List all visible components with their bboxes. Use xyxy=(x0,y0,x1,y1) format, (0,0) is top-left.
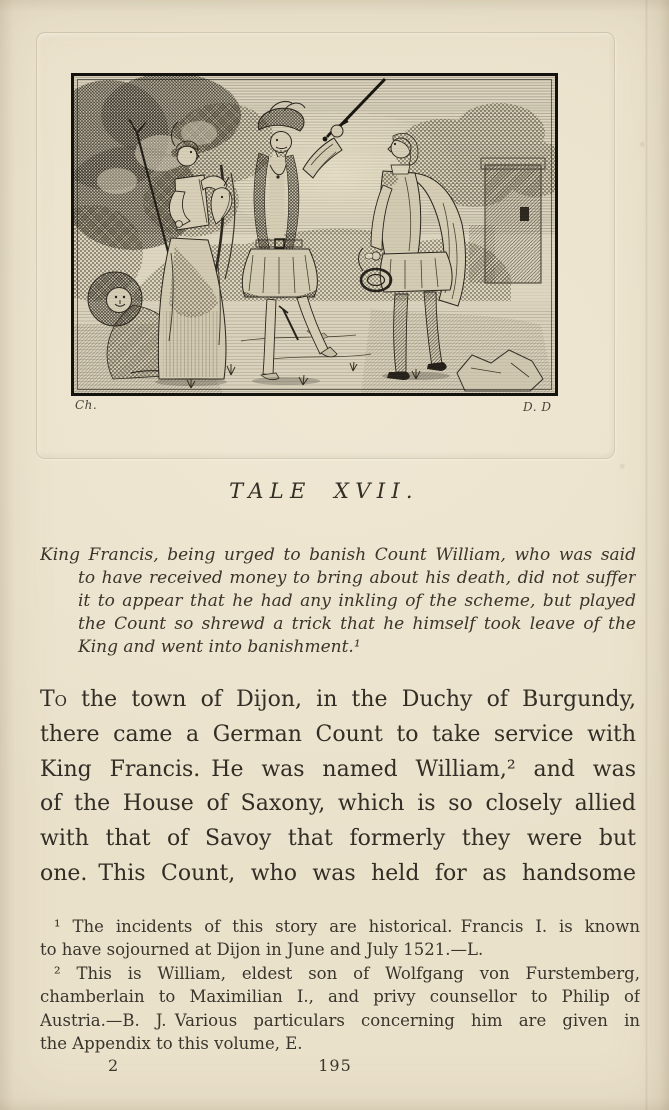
argument-line: King and went into banishment.¹ xyxy=(78,637,361,657)
page-edge-crease xyxy=(645,0,648,1110)
footnote-2-line: Austria.—B. J. Various particulars concerning him are given in xyxy=(40,1010,640,1030)
footnote-1-line: ¹ The incidents of this story are historical. Francis I. is known xyxy=(54,917,640,936)
tale-argument xyxy=(40,544,636,659)
body-line: of the House of Saxony, which is so closely allied xyxy=(40,791,636,817)
tale-heading: TALE XVII. xyxy=(229,479,419,503)
tale-illustration xyxy=(71,73,558,396)
gathering-signature: 2 xyxy=(108,1056,119,1075)
argument-line: the Count so shrewd a trick that he himself took leave of the xyxy=(78,614,636,634)
body-paragraph xyxy=(40,683,636,892)
footnote-1-line: to have sojourned at Dijon in June and July 1521.—L. xyxy=(40,940,484,960)
engraver-signature-right: D. D xyxy=(523,400,552,414)
footnotes xyxy=(40,915,640,1055)
footnote-2-line: chamberlain to Maximilian I., and privy counsellor to Philip of xyxy=(40,987,640,1007)
argument-line: to have received money to bring about his death, did not suffer xyxy=(78,568,636,588)
lead-word: To xyxy=(40,687,67,712)
argument-line: it to appear that he had any inkling of the scheme, but played xyxy=(78,591,636,611)
body-line: with that of Savoy that formerly they were but xyxy=(40,826,636,852)
footnote-2-line: the Appendix to this volume, E. xyxy=(40,1033,303,1053)
body-line-text: the town of Dijon, in the Duchy of Burgundy, xyxy=(81,687,636,712)
body-line: there came a German Count to take service with xyxy=(40,721,636,747)
plate-tone xyxy=(74,76,555,393)
body-line xyxy=(40,683,636,718)
page-number: 195 xyxy=(318,1056,352,1075)
argument-line: King Francis, being urged to banish Count William, who was said xyxy=(40,545,636,565)
body-line: one. This Count, who was held for as handsome xyxy=(40,860,636,886)
artist-signature-left: Ch. xyxy=(75,398,98,412)
body-line: King Francis. He was named William,² and was xyxy=(40,756,636,782)
footnote-2-line: ² This is William, eldest son of Wolfgang von Furstemberg, xyxy=(54,963,640,983)
